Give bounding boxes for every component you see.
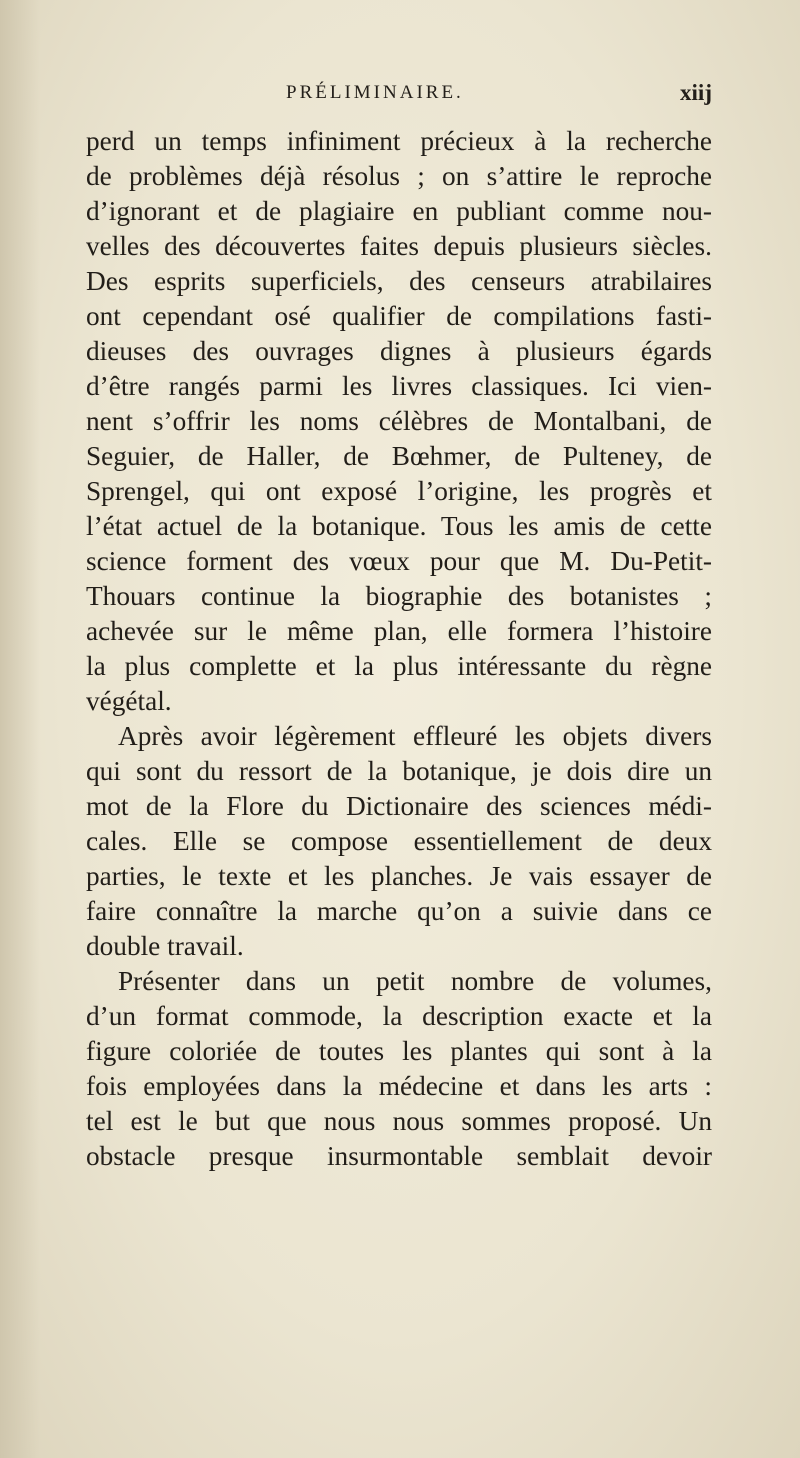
text-line: achevée sur le même plan, elle formera l’histoire (86, 616, 712, 646)
text-line: l’état actuel de la botanique. Tous les amis de cette (86, 511, 712, 541)
page-header (86, 82, 712, 112)
text-line: figure coloriée de toutes les plantes qui sont à la (86, 1036, 712, 1066)
text-line: cales. Elle se compose essentiellement de deux (86, 826, 712, 856)
text-line: tel est le but que nous nous sommes proposé. Un (86, 1106, 712, 1136)
text-line: science forment des vœux pour que M. Du-Petit- (86, 546, 712, 576)
text-line: qui sont du ressort de la botanique, je dois dire un (86, 756, 712, 786)
text-line: parties, le texte et les planches. Je vais essayer de (86, 861, 712, 891)
text-line: Seguier, de Haller, de Bœhmer, de Pulteney, de (86, 441, 712, 471)
text-line: faire connaître la marche qu’on a suivie dans ce (86, 896, 712, 926)
page-number: xiij (680, 80, 712, 105)
text-line: perd un temps infiniment précieux à la recherche (86, 126, 712, 156)
text-line: Thouars continue la biographie des botanistes ; (86, 581, 712, 611)
text-line: nent s’offrir les noms célèbres de Montalbani, de (86, 406, 712, 436)
paragraph-start-line: Après avoir légèrement effleuré les objets divers (118, 721, 712, 751)
running-head: PRÉLIMINAIRE. (286, 82, 464, 103)
text-line: d’un format commode, la description exacte et la (86, 1001, 712, 1031)
text-line: Des esprits superficiels, des censeurs atrabilaires (86, 266, 712, 296)
text-line: la plus complette et la plus intéressante du règne (86, 651, 712, 681)
text-line: de problèmes déjà résolus ; on s’attire le reproche (86, 161, 712, 191)
text-line: ont cependant osé qualifier de compilations fasti- (86, 301, 712, 331)
text-line: mot de la Flore du Dictionaire des sciences médi- (86, 791, 712, 821)
paragraph-start-line: Présenter dans un petit nombre de volumes, (118, 966, 712, 996)
text-line: d’ignorant et de plagiaire en publiant comme nou- (86, 196, 712, 226)
text-line: obstacle presque insurmontable semblait devoir (86, 1141, 712, 1171)
paragraph-end-line: double travail. (86, 931, 244, 961)
body-text (86, 124, 712, 1174)
text-line: velles des découvertes faites depuis plusieurs siècles. (86, 231, 712, 261)
paragraph-end-line: végétal. (86, 686, 172, 716)
text-line: d’être rangés parmi les livres classiques. Ici vien- (86, 371, 712, 401)
text-line: fois employées dans la médecine et dans les arts : (86, 1071, 712, 1101)
text-line: Sprengel, qui ont exposé l’origine, les progrès et (86, 476, 712, 506)
text-line: dieuses des ouvrages dignes à plusieurs égards (86, 336, 712, 366)
